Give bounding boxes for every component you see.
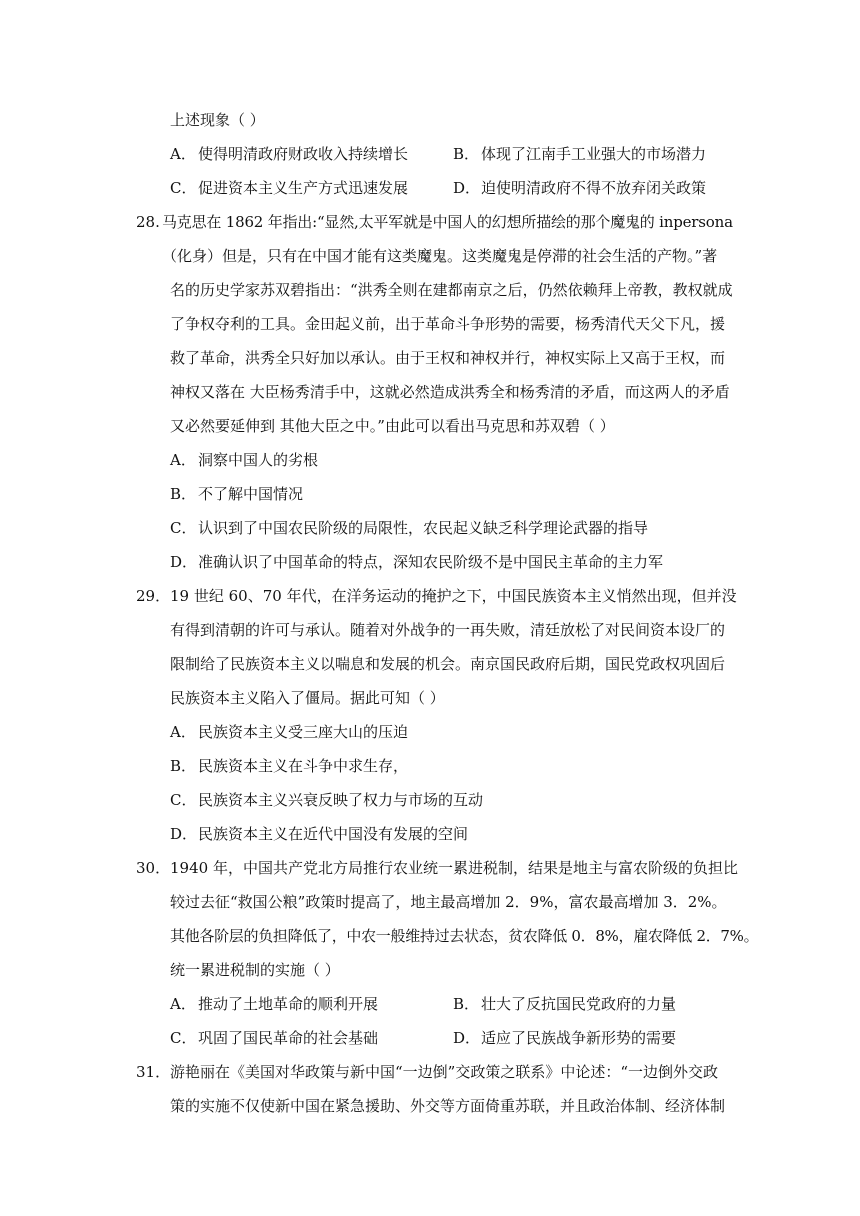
q29-option-d[interactable]: D．民族资本主义在近代中国没有发展的空间 xyxy=(170,825,469,843)
q27-stem-tail: 上述现象（ ） xyxy=(170,111,265,129)
q31-line-1: 游艳丽在《美国对华政策与新中国“一边倒”交政策之联系》中论述：“一边倒外交政 xyxy=(170,1063,719,1081)
q29-number: 29． xyxy=(136,587,171,605)
q30-line-1: 1940 年，中国共产党北方局推行农业统一累进税制，结果是地主与富农阶级的负担比 xyxy=(170,859,738,877)
q28-option-c[interactable]: C． 认识到了中国农民阶级的局限性，农民起义缺乏科学理论武器的指导 xyxy=(170,519,649,537)
q28-line-6: 神权又落在 大臣杨秀清手中，这就必然造成洪秀全和杨秀清的矛盾，而这两人的矛盾 xyxy=(170,383,730,401)
q28-line-5: 救了革命，洪秀全只好加以承认。由于王权和神权并行，神权实际上又高于王权，而 xyxy=(170,349,726,367)
q30-line-2: 较过去征“救国公粮”政策时提高了，地主最高增加 2．9%，富农最高增加 3．2%。 xyxy=(170,893,727,911)
q29-option-c[interactable]: C． 民族资本主义兴衰反映了权力与市场的互动 xyxy=(170,791,484,809)
q30-option-a[interactable]: A． 推动了土地革命的顺利开展 xyxy=(170,995,379,1013)
q29-option-b[interactable]: B． 民族资本主义在斗争中求生存， xyxy=(170,757,409,775)
q30-number: 30． xyxy=(136,859,171,877)
q27-option-b[interactable]: B． 体现了江南手工业强大的市场潜力 xyxy=(453,145,707,163)
q29-line-2: 有得到清朝的许可与承认。随着对外战争的一再失败，清廷放松了对民间资本设厂的 xyxy=(170,621,726,639)
q28-line-3: 名的历史学家苏双碧指出：“洪秀全则在建都南京之后，仍然依赖拜上帝教，教权就成 xyxy=(170,281,733,299)
q27-option-d[interactable]: D．迫使明清政府不得不放弃闭关政策 xyxy=(453,179,707,197)
q28-option-a[interactable]: A． 洞察中国人的劣根 xyxy=(170,451,319,469)
q30-option-b[interactable]: B． 壮大了反抗国民党政府的力量 xyxy=(453,995,677,1013)
q28-line-7: 又必然要延伸到 其他大臣之中。”由此可以看出马克思和苏双碧（ ） xyxy=(170,417,615,435)
q29-line-4: 民族资本主义陷入了僵局。据此可知（ ） xyxy=(170,689,445,707)
q31-number: 31． xyxy=(136,1063,171,1081)
q30-line-4: 统一累进税制的实施（ ） xyxy=(170,961,340,979)
q31-line-2: 策的实施不仅使新中国在紧急援助、外交等方面倚重苏联，并且政治体制、经济体制 xyxy=(170,1097,726,1115)
q27-option-a[interactable]: A． 使得明清政府财政收入持续增长 xyxy=(170,145,409,163)
q27-option-c[interactable]: C． 促进资本主义生产方式迅速发展 xyxy=(170,179,409,197)
q30-option-c[interactable]: C． 巩固了国民革命的社会基础 xyxy=(170,1029,379,1047)
q29-line-3: 限制给了民族资本主义以喘息和发展的机会。南京国民政府后期，国民党政权巩固后 xyxy=(170,655,726,673)
q30-line-3: 其他各阶层的负担降低了，中农一般维持过去状态，贫农降低 0．8%，雇农降低 2．7%。 xyxy=(170,927,759,945)
q29-line-1: 19 世纪 60、70 年代，在洋务运动的掩护之下，中国民族资本主义悄然出现，但并没 xyxy=(170,587,737,605)
q28-line-4: 了争权夺利的工具。金田起义前，出于革命斗争形势的需要，杨秀清代天父下凡，援 xyxy=(170,315,726,333)
q28-option-b[interactable]: B． 不了解中国情况 xyxy=(170,485,304,503)
q28-line-1: 马克思在 1862 年指出:“显然,太平军就是中国人的幻想所描绘的那个魔鬼的 inpersona xyxy=(162,213,733,231)
q28-option-d[interactable]: D．准确认识了中国革命的特点，深知农民阶级不是中国民主革命的主力军 xyxy=(170,553,664,571)
q29-option-a[interactable]: A． 民族资本主义受三座大山的压迫 xyxy=(170,723,409,741)
q30-option-d[interactable]: D．适应了民族战争新形势的需要 xyxy=(453,1029,677,1047)
q28-number: 28. xyxy=(136,213,160,231)
q28-line-2: （化身）但是，只有在中国才能有这类魔鬼。这类魔鬼是停滞的社会生活的产物。”著 xyxy=(162,247,718,265)
